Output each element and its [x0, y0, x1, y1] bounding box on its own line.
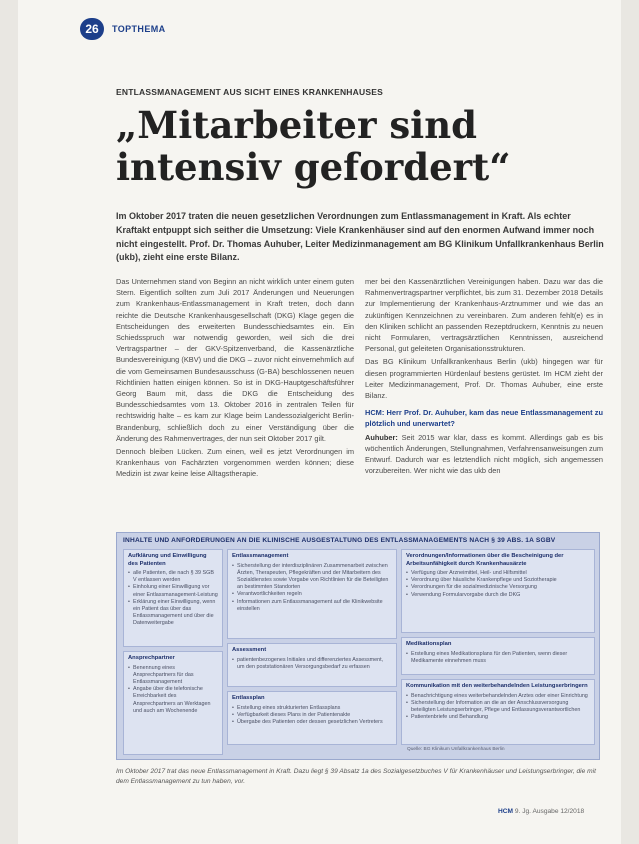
infobox-card-entlassmanagement: [227, 549, 397, 639]
paragraph: mer bei den Kassenärztlichen Vereinigungen haben. Dazu war das die Rahmenvertragspartner verpflichtet, bis zum 31. Dezember 2018 Details zur Implementierung der Krankenhaus-Arztnummer und wie das an zukünftigen Kennzeichnen zu vereinbaren. Zum anderen fehlt(e) es in den Kliniken schlicht an passenden Rezeptdruckern, Kenntnis zu neuen nicht Formularen, vertragsärztlichen Kenntnissen, ausreichend Personal, gut geleiteten Organisationsstrukturen.: [365, 277, 603, 354]
article-headline: „Mitarbeiter sind intensiv gefordert“: [116, 103, 511, 189]
card-heading: Entlassmanagement: [232, 553, 289, 559]
infobox-card-verordnungen: [401, 549, 595, 633]
infobox-card-kommunikation: [401, 679, 595, 745]
footer-volume: 9. Jg.: [514, 808, 532, 815]
infobox-source: Quelle: BG Klinikum Unfallkrankenhaus Berlin: [407, 747, 505, 752]
card-item: • Sicherstellung der interdisziplinären Zusammenarbeit zwischen Ärzten, Therapeuten, Pflegekräften und der Mitarbeitern des Sozialdienstes sowie Vorgabe von Richtlinien für die Beteiligten an bestimmten Standorten: [232, 563, 392, 592]
card-heading: Aufklärung und Einwilligung des Patienten: [128, 553, 207, 567]
page-number: 26: [80, 18, 104, 40]
card-item: • Informationen zum Entlassmanagement auf die Klinikwebsite einstellen: [232, 599, 392, 613]
paragraph: Dennoch bleiben Lücken. Zum einen, weil es jetzt Verordnungen im Krankenhaus von Fachärzten vorgenommen werden können; diese Medizin ist zwar keine leise Alltagstherapie.: [116, 447, 354, 479]
text-column-right: [365, 276, 603, 478]
card-item: • patientenbezogenes Initiales und differenziertes Assessment, um den poststationären Versorgungsbedarf zu erfassen: [232, 657, 392, 671]
infobox-card-entlassplan: [227, 691, 397, 745]
infobox-card-medikationsplan: [401, 637, 595, 675]
infobox-caption: Im Oktober 2017 trat das neue Entlassmanagement in Kraft. Dazu liegt § 39 Absatz 1a des Sozialgesetzbuches V für Krankenhäuser und Leistungserbringer, die mit dem Entlassmanagement zu tun haben, vor.: [116, 768, 596, 785]
footer-brand: HCM: [498, 808, 514, 815]
card-heading: Ansprechpartner: [128, 655, 175, 661]
interview-question: HCM: Herr Prof. Dr. Auhuber, kam das neue Entlassmanagement zu plötzlich und unerwartet?: [365, 408, 603, 429]
article-lead: Im Oktober 2017 traten die neuen gesetzlichen Verordnungen zum Entlassmanagement in Kraft. Als echter Kraftakt entpuppt sich seither die Umsetzung: Viele Krankenhäuser sind auf den enormen Aufwand immer noch nicht eingestellt. Prof. Dr. Thomas Auhuber, Leiter Medizinmanagement am BG Klinikum Unfallkrankenhaus Berlin (ukb), zieht eine erste Bilanz.: [116, 211, 604, 263]
card-item: • Erklärung einer Einwilligung, wenn ein Patient das über das Entlassmanagement und über die Datenweitergabe: [128, 599, 218, 628]
card-heading: Medikationsplan: [406, 641, 452, 647]
card-item: • Erstellung eines Medikationsplans für den Patienten, wenn dieser Medikamente einnehmen muss: [406, 651, 590, 665]
card-item: • Verordnungen für die sozialmedizinische Versorgung: [406, 584, 590, 591]
card-item: • Angabe über die telefonische Erreichbarkeit des Ansprechpartners an Werktagen und auch am Wochenende: [128, 686, 218, 715]
card-item: • Verfügbarkeit dieses Plans in der Patientenakte: [232, 712, 392, 719]
card-item: • Benennung eines Ansprechpartners für das Entlassmanagement: [128, 665, 218, 687]
card-heading: Kommunikation mit den weiterbehandelnden Leistungserbringern: [406, 683, 588, 689]
infobox: [116, 532, 600, 760]
magazine-page: [18, 0, 621, 844]
card-item: • Verordnung über häusliche Krankenpflege und Soziotherapie: [406, 577, 590, 584]
paragraph: Das Unternehmen stand von Beginn an nicht wirklich unter einem guten Stern. Eigentlich sollten zum Juli 2017 Änderungen und Neuerungen zum Krankenhaus-Entlassmanagement in Kraft treten, doch dann reichte die Deutsche Krankenhausgesellschaft (DKG) Klage gegen die Entscheidungen des erweiterten Bundesschiedsamtes ein. Ein Schiedsspruch war notwendig geworden, weil sich die drei Vertragspartner – der GKV-Spitzenverband, die Kassenärztliche Bundesvereinigung (KBV) und die DKG – zuvor nicht einvernehmlich auf die vom Gemeinsamen Bundesausschuss (G-BA) beschlossenen neuen Richtlinien hatten einigen können. So ist in DKG-Hauptgeschäftsführer Georg Baum mit, dass die DKG die Entscheidung des Bundesschiedsamtes vom 13. Oktober 2016 in zentralen Teilen für rechtswidrig halte – es kam zur Klage beim Landessozialgericht Berlin-Brandenburg, schließlich doch zu einer Verständigung über die Änderung des Rahmenvertrages, der nun seit Oktober 2017 gilt.: [116, 277, 354, 443]
infobox-title: INHALTE UND ANFORDERUNGEN AN DIE KLINISCHE AUSGESTALTUNG DES ENTLASSMANAGEMENTS NACH § 39 ABS. 1A SGBV: [123, 537, 556, 544]
card-item: • Sicherstellung der Information an die an der Anschlussversorgung beteiligten Leistungserbringer, Pflege und Entlassungsverantwortlichen: [406, 700, 590, 714]
card-item: • Benachrichtigung eines weiterbehandelnden Arztes oder einer Einrichtung: [406, 693, 590, 700]
article-kicker: ENTLASSMANAGEMENT AUS SICHT EINES KRANKENHAUSES: [116, 87, 383, 97]
card-item: • Verantwortlichkeiten regeln: [232, 591, 392, 598]
card-item: • Verwendung Formularvorgabe durch die DKG: [406, 592, 590, 599]
infobox-card-assessment: [227, 643, 397, 687]
card-item: • alle Patienten, die nach § 39 SGB V entlassen werden: [128, 570, 218, 584]
section-label: TOPTHEMA: [112, 24, 166, 34]
card-item: • Patientenbriefe und Behandlung: [406, 714, 590, 721]
page-footer: [498, 808, 584, 815]
answer-speaker: Auhuber:: [365, 432, 398, 442]
answer-text: Seit 2015 war klar, dass es kommt. Allerdings gab es bis wöchentlich Änderungen, Stellungnahmen, Verfahrensanweisungen zum Entwurf. Dadurch war es letztendlich nicht möglich, sich angemessen vorzubereiten. Wer nicht wie das ukb den: [365, 432, 603, 476]
interview-answer: [365, 432, 603, 477]
footer-issue: Ausgabe 12/2018: [532, 808, 585, 815]
text-column-left: [116, 276, 354, 482]
card-heading: Entlassplan: [232, 695, 265, 701]
infobox-card-ansprechpartner: [123, 651, 223, 755]
page-header: [80, 18, 166, 40]
card-item: • Verfügung über Arzneimittel, Heil- und Hilfsmittel: [406, 570, 590, 577]
card-heading: Assessment: [232, 647, 267, 653]
infobox-card-aufklaerung: [123, 549, 223, 647]
card-item: • Übergabe des Patienten oder dessen gesetzlichen Vertreters: [232, 719, 392, 726]
card-item: • Erstellung eines strukturierten Entlassplans: [232, 705, 392, 712]
card-item: • Einholung einer Einwilligung vor einer Entlassmanagement-Leistung: [128, 584, 218, 598]
paragraph: Das BG Klinikum Unfallkrankenhaus Berlin (ukb) hingegen war für diesen programmierten Hürdenlauf bestens gerüstet. Im HCM zieht der Leiter Medizinmanagement, Prof. Dr. Thomas Auhuber, eine erste Bilanz.: [365, 357, 603, 401]
card-heading: Verordnungen/Informationen über die Bescheinigung der Arbeitsunfähigkeit durch Krankenhausärzte: [406, 553, 564, 567]
